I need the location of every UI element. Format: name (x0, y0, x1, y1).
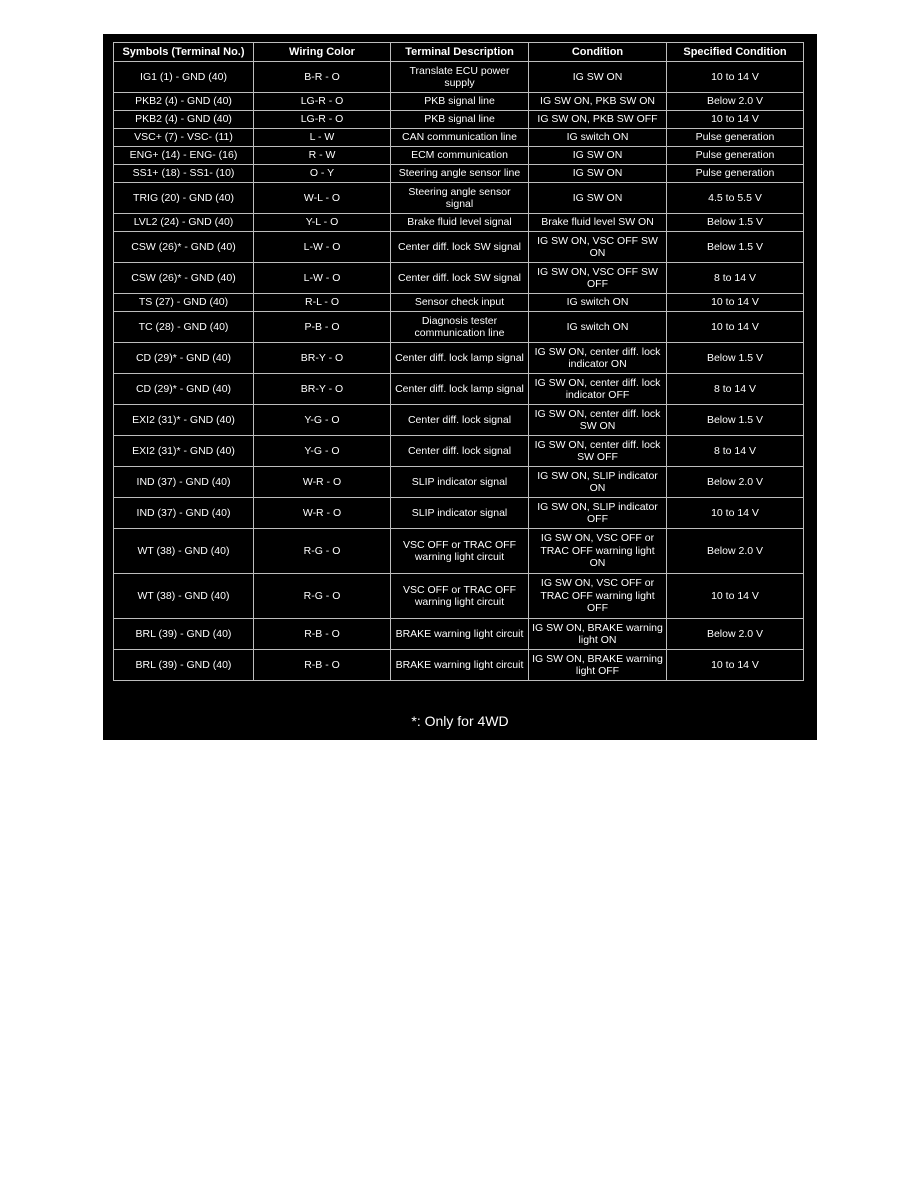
cell-symbol: TRIG (20) - GND (40) (114, 183, 254, 214)
cell-description: Brake fluid level signal (391, 214, 529, 232)
cell-description: Steering angle sensor signal (391, 183, 529, 214)
cell-condition: IG SW ON (529, 147, 667, 165)
cell-specified: 10 to 14 V (667, 650, 804, 681)
table-row (114, 343, 804, 374)
cell-symbol: IND (37) - GND (40) (114, 498, 254, 529)
cell-wiring-color: R-L - O (254, 294, 391, 312)
cell-specified: Below 1.5 V (667, 405, 804, 436)
table-row (114, 214, 804, 232)
cell-wiring-color: BR-Y - O (254, 374, 391, 405)
cell-condition: IG SW ON, BRAKE warning light OFF (529, 650, 667, 681)
cell-description: VSC OFF or TRAC OFF warning light circuit (391, 529, 529, 574)
table-row (114, 529, 804, 574)
header-condition: Condition (529, 43, 667, 62)
cell-condition: IG SW ON, SLIP indicator OFF (529, 498, 667, 529)
header-terminal-description: Terminal Description (391, 43, 529, 62)
table-row (114, 405, 804, 436)
cell-condition: IG SW ON (529, 165, 667, 183)
cell-wiring-color: W-L - O (254, 183, 391, 214)
cell-wiring-color: O - Y (254, 165, 391, 183)
cell-condition: IG SW ON, PKB SW OFF (529, 111, 667, 129)
cell-specified: Below 2.0 V (667, 619, 804, 650)
table-row (114, 129, 804, 147)
cell-condition: IG SW ON, VSC OFF or TRAC OFF warning light OFF (529, 574, 667, 619)
cell-description: VSC OFF or TRAC OFF warning light circuit (391, 574, 529, 619)
cell-description: Center diff. lock signal (391, 436, 529, 467)
cell-symbol: TS (27) - GND (40) (114, 294, 254, 312)
cell-symbol: PKB2 (4) - GND (40) (114, 111, 254, 129)
cell-wiring-color: W-R - O (254, 498, 391, 529)
cell-wiring-color: BR-Y - O (254, 343, 391, 374)
cell-wiring-color: Y-L - O (254, 214, 391, 232)
cell-wiring-color: R-G - O (254, 574, 391, 619)
cell-condition: IG SW ON, center diff. lock SW OFF (529, 436, 667, 467)
cell-wiring-color: P-B - O (254, 312, 391, 343)
cell-symbol: CD (29)* - GND (40) (114, 374, 254, 405)
cell-condition: IG SW ON (529, 183, 667, 214)
cell-description: Center diff. lock lamp signal (391, 343, 529, 374)
cell-condition: IG SW ON, center diff. lock indicator ON (529, 343, 667, 374)
cell-description: SLIP indicator signal (391, 498, 529, 529)
cell-wiring-color: L-W - O (254, 232, 391, 263)
terminal-spec-panel (103, 34, 817, 740)
table-row (114, 498, 804, 529)
table-row (114, 467, 804, 498)
cell-specified: Below 2.0 V (667, 93, 804, 111)
cell-symbol: PKB2 (4) - GND (40) (114, 93, 254, 111)
table-row (114, 165, 804, 183)
cell-symbol: VSC+ (7) - VSC- (11) (114, 129, 254, 147)
cell-symbol: LVL2 (24) - GND (40) (114, 214, 254, 232)
cell-description: SLIP indicator signal (391, 467, 529, 498)
cell-description: Center diff. lock signal (391, 405, 529, 436)
cell-symbol: WT (38) - GND (40) (114, 574, 254, 619)
cell-specified: 10 to 14 V (667, 574, 804, 619)
cell-specified: Pulse generation (667, 165, 804, 183)
cell-description: Center diff. lock SW signal (391, 232, 529, 263)
table-row (114, 263, 804, 294)
cell-condition: Brake fluid level SW ON (529, 214, 667, 232)
cell-specified: Below 2.0 V (667, 529, 804, 574)
table-row (114, 436, 804, 467)
table-row (114, 93, 804, 111)
cell-wiring-color: R-B - O (254, 619, 391, 650)
cell-description: Diagnosis tester communication line (391, 312, 529, 343)
cell-specified: Below 1.5 V (667, 343, 804, 374)
cell-specified: 10 to 14 V (667, 111, 804, 129)
cell-specified: Below 2.0 V (667, 467, 804, 498)
table-row (114, 619, 804, 650)
cell-condition: IG SW ON, PKB SW ON (529, 93, 667, 111)
cell-symbol: WT (38) - GND (40) (114, 529, 254, 574)
table-row (114, 374, 804, 405)
table-row (114, 232, 804, 263)
cell-specified: 10 to 14 V (667, 294, 804, 312)
cell-specified: Pulse generation (667, 129, 804, 147)
cell-description: Steering angle sensor line (391, 165, 529, 183)
cell-symbol: CD (29)* - GND (40) (114, 343, 254, 374)
table-row (114, 312, 804, 343)
cell-condition: IG SW ON, VSC OFF SW OFF (529, 263, 667, 294)
cell-specified: 10 to 14 V (667, 62, 804, 93)
cell-condition: IG SW ON, VSC OFF SW ON (529, 232, 667, 263)
terminal-spec-table (113, 42, 804, 681)
table-row (114, 183, 804, 214)
header-symbols: Symbols (Terminal No.) (114, 43, 254, 62)
cell-wiring-color: LG-R - O (254, 111, 391, 129)
cell-specified: 8 to 14 V (667, 436, 804, 467)
cell-wiring-color: B-R - O (254, 62, 391, 93)
cell-wiring-color: R - W (254, 147, 391, 165)
cell-wiring-color: L - W (254, 129, 391, 147)
cell-symbol: BRL (39) - GND (40) (114, 650, 254, 681)
cell-specified: 8 to 14 V (667, 263, 804, 294)
cell-condition: IG SW ON (529, 62, 667, 93)
cell-symbol: CSW (26)* - GND (40) (114, 263, 254, 294)
cell-wiring-color: R-B - O (254, 650, 391, 681)
cell-description: BRAKE warning light circuit (391, 650, 529, 681)
cell-specified: Below 1.5 V (667, 214, 804, 232)
cell-specified: Pulse generation (667, 147, 804, 165)
table-header-row (114, 43, 804, 62)
table-row (114, 111, 804, 129)
cell-wiring-color: Y-G - O (254, 436, 391, 467)
cell-specified: Below 1.5 V (667, 232, 804, 263)
cell-specified: 10 to 14 V (667, 312, 804, 343)
table-row (114, 147, 804, 165)
cell-symbol: EXI2 (31)* - GND (40) (114, 405, 254, 436)
cell-condition: IG SW ON, SLIP indicator ON (529, 467, 667, 498)
header-wiring-color: Wiring Color (254, 43, 391, 62)
cell-specified: 4.5 to 5.5 V (667, 183, 804, 214)
table-row (114, 294, 804, 312)
cell-condition: IG switch ON (529, 129, 667, 147)
cell-condition: IG SW ON, BRAKE warning light ON (529, 619, 667, 650)
cell-specified: 8 to 14 V (667, 374, 804, 405)
cell-symbol: SS1+ (18) - SS1- (10) (114, 165, 254, 183)
cell-condition: IG switch ON (529, 294, 667, 312)
cell-description: Center diff. lock lamp signal (391, 374, 529, 405)
cell-symbol: EXI2 (31)* - GND (40) (114, 436, 254, 467)
cell-symbol: CSW (26)* - GND (40) (114, 232, 254, 263)
cell-symbol: IND (37) - GND (40) (114, 467, 254, 498)
header-specified-condition: Specified Condition (667, 43, 804, 62)
cell-symbol: ENG+ (14) - ENG- (16) (114, 147, 254, 165)
cell-description: PKB signal line (391, 93, 529, 111)
cell-wiring-color: R-G - O (254, 529, 391, 574)
cell-condition: IG switch ON (529, 312, 667, 343)
table-row (114, 574, 804, 619)
cell-description: Sensor check input (391, 294, 529, 312)
cell-description: PKB signal line (391, 111, 529, 129)
cell-description: ECM communication (391, 147, 529, 165)
cell-symbol: IG1 (1) - GND (40) (114, 62, 254, 93)
cell-description: CAN communication line (391, 129, 529, 147)
cell-wiring-color: Y-G - O (254, 405, 391, 436)
cell-condition: IG SW ON, VSC OFF or TRAC OFF warning light ON (529, 529, 667, 574)
cell-wiring-color: LG-R - O (254, 93, 391, 111)
cell-condition: IG SW ON, center diff. lock SW ON (529, 405, 667, 436)
cell-condition: IG SW ON, center diff. lock indicator OFF (529, 374, 667, 405)
table-row (114, 650, 804, 681)
table-row (114, 62, 804, 93)
cell-wiring-color: W-R - O (254, 467, 391, 498)
footnote: *: Only for 4WD (411, 713, 509, 729)
cell-wiring-color: L-W - O (254, 263, 391, 294)
cell-symbol: BRL (39) - GND (40) (114, 619, 254, 650)
cell-description: Center diff. lock SW signal (391, 263, 529, 294)
cell-description: Translate ECU power supply (391, 62, 529, 93)
cell-specified: 10 to 14 V (667, 498, 804, 529)
cell-symbol: TC (28) - GND (40) (114, 312, 254, 343)
cell-description: BRAKE warning light circuit (391, 619, 529, 650)
